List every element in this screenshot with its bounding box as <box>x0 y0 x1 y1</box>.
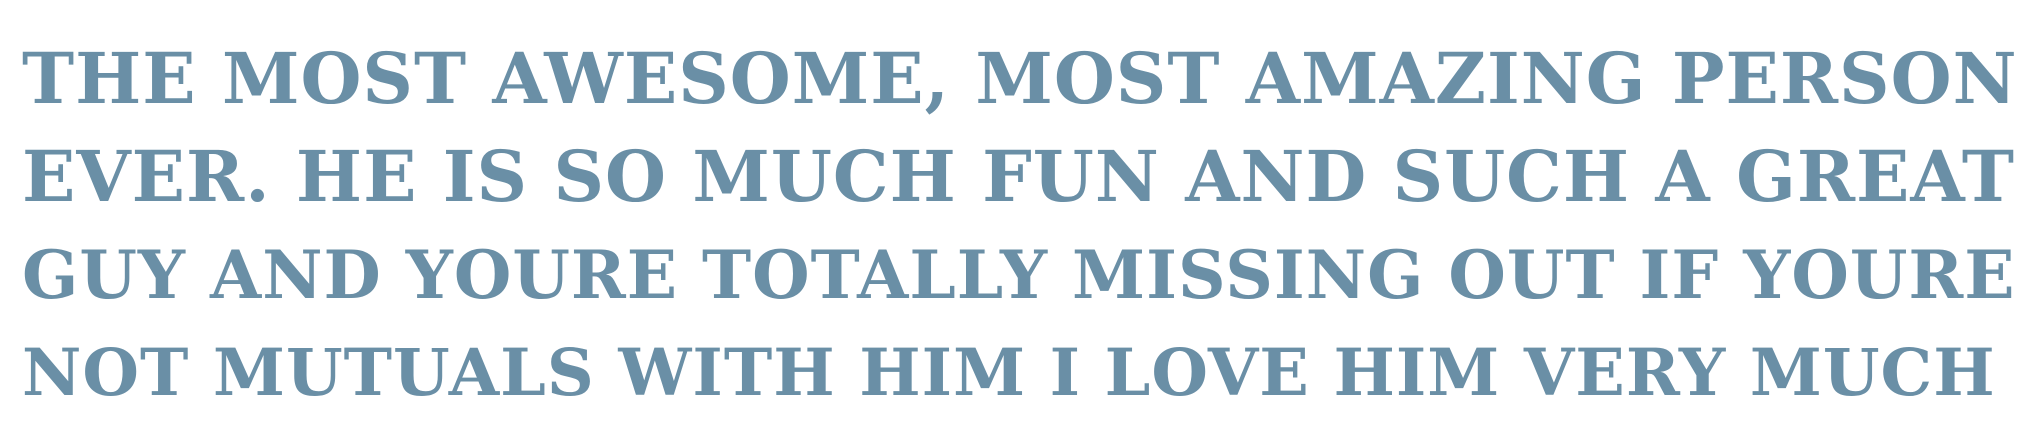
message-line-4: NOT MUTUALS WITH HIM I LOVE HIM VERY MUCH <box>22 335 1996 411</box>
message-line-3: GUY AND YOURE TOTALLY MISSING OUT IF YOURE <box>22 236 2016 314</box>
message-line-1: THE MOST AWESOME, MOST AMAZING PERSON <box>22 37 2018 120</box>
message-line-2: EVER. HE IS SO MUCH FUN AND SUCH A GREAT <box>22 135 2015 218</box>
message-text-block <box>22 30 2022 422</box>
